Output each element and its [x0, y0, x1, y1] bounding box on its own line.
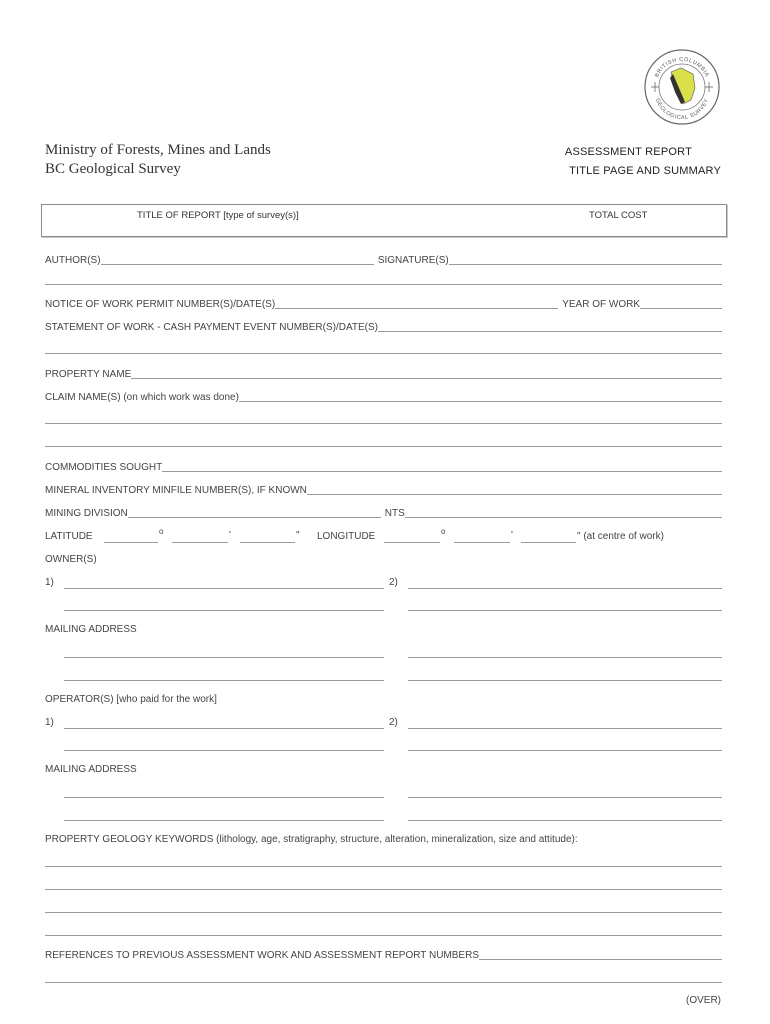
notice-of-work-field[interactable] — [275, 308, 558, 309]
claim-names-label: CLAIM NAME(S) (on which work was done) — [45, 392, 239, 403]
longitude-seconds-field[interactable] — [521, 542, 576, 543]
references-label: REFERENCES TO PREVIOUS ASSESSMENT WORK AND ASSESSMENT REPORT NUMBERS — [45, 950, 479, 961]
minfile-field[interactable] — [307, 494, 722, 495]
minfile-label: MINERAL INVENTORY MINFILE NUMBER(S), IF KNOWN — [45, 485, 307, 496]
property-name-field[interactable] — [131, 378, 722, 379]
latitude-second-mark: " — [296, 530, 300, 541]
claim-extra-line-1[interactable] — [45, 423, 722, 424]
commodities-row — [45, 460, 722, 474]
operator-1-address-line-1[interactable] — [64, 797, 384, 798]
references-extra-line[interactable] — [45, 982, 722, 983]
claim-names-row — [45, 390, 722, 404]
title-cost-box[interactable] — [41, 204, 727, 237]
statement-of-work-row — [45, 320, 722, 334]
geology-line-4[interactable] — [45, 935, 722, 936]
over-note: (OVER) — [686, 995, 721, 1006]
operator-1-line-2[interactable] — [64, 750, 384, 751]
owners-label: OWNER(S) — [45, 554, 97, 565]
statement-of-work-field[interactable] — [378, 331, 722, 332]
operator-1-field[interactable] — [64, 728, 384, 729]
operator-2-number: 2) — [389, 717, 398, 728]
authors-row — [45, 253, 722, 267]
owner-1-field[interactable] — [64, 588, 384, 589]
owner-2-number: 2) — [389, 577, 398, 588]
commodities-field[interactable] — [162, 471, 722, 472]
latitude-minute-mark: ' — [229, 530, 231, 541]
claim-names-field[interactable] — [239, 401, 722, 402]
report-heading — [565, 143, 721, 181]
longitude-minutes-field[interactable] — [454, 542, 510, 543]
nts-field[interactable] — [405, 517, 722, 518]
owner-1-address-line-2[interactable] — [64, 680, 384, 681]
authors-field[interactable] — [101, 264, 374, 265]
operator-2-address-line-2[interactable] — [408, 820, 722, 821]
owner-mailing-address-label: MAILING ADDRESS — [45, 624, 137, 635]
operators-label: OPERATOR(S) [who paid for the work] — [45, 694, 217, 705]
geology-line-3[interactable] — [45, 912, 722, 913]
total-cost-label: TOTAL COST — [589, 210, 648, 221]
owner-2-address-line-2[interactable] — [408, 680, 722, 681]
authors-extra-line[interactable] — [45, 284, 722, 285]
operator-1-number: 1) — [45, 717, 54, 728]
ministry-name: Ministry of Forests, Mines and Lands — [45, 142, 271, 158]
geology-keywords-label: PROPERTY GEOLOGY KEYWORDS (lithology, age, stratigraphy, structure, alteration, mineralization, size and attitude): — [45, 834, 578, 845]
mining-division-field[interactable] — [128, 517, 381, 518]
signatures-field[interactable] — [449, 264, 722, 265]
bc-geological-survey-seal — [643, 48, 721, 126]
owner-2-line-2[interactable] — [408, 610, 722, 611]
latitude-seconds-field[interactable] — [240, 542, 295, 543]
operator-2-line-2[interactable] — [408, 750, 722, 751]
notice-of-work-label: NOTICE OF WORK PERMIT NUMBER(S)/DATE(S) — [45, 299, 276, 310]
report-subtitle: TITLE PAGE AND SUMMARY — [569, 165, 721, 177]
statement-of-work-label: STATEMENT OF WORK - CASH PAYMENT EVENT NUMBER(S)/DATE(S) — [45, 322, 378, 333]
owner-1-address-line-1[interactable] — [64, 657, 384, 658]
operator-mailing-address-label: MAILING ADDRESS — [45, 764, 137, 775]
latitude-degrees-field[interactable] — [104, 542, 158, 543]
geology-line-1[interactable] — [45, 866, 722, 867]
longitude-label: LONGITUDE — [317, 531, 376, 542]
latitude-label: LATITUDE — [45, 531, 93, 542]
property-name-label: PROPERTY NAME — [45, 369, 132, 380]
authors-label: AUTHOR(S) — [45, 255, 101, 266]
svg-text:GEOLOGICAL SURVEY: GEOLOGICAL SURVEY — [653, 97, 711, 122]
minfile-row — [45, 483, 722, 497]
owner-2-field[interactable] — [408, 588, 722, 589]
ministry-heading — [45, 141, 271, 179]
centre-of-work-note: " (at centre of work) — [577, 531, 664, 542]
report-title: ASSESSMENT REPORT — [564, 146, 692, 158]
owner-1-number: 1) — [45, 577, 54, 588]
notice-of-work-row — [45, 297, 722, 311]
year-of-work-label: YEAR OF WORK — [562, 299, 640, 310]
references-row — [45, 948, 722, 962]
latitude-minutes-field[interactable] — [172, 542, 228, 543]
survey-name: BC Geological Survey — [45, 161, 181, 177]
operator-1-address-line-2[interactable] — [64, 820, 384, 821]
commodities-label: COMMODITIES SOUGHT — [45, 462, 163, 473]
signatures-label: SIGNATURE(S) — [377, 255, 449, 266]
longitude-degrees-field[interactable] — [384, 542, 440, 543]
operator-2-field[interactable] — [408, 728, 722, 729]
references-field[interactable] — [479, 959, 722, 960]
mining-division-row — [45, 506, 722, 520]
mining-division-label: MINING DIVISION — [45, 508, 128, 519]
geology-line-2[interactable] — [45, 889, 722, 890]
nts-label: NTS — [384, 508, 405, 519]
owner-2-address-line-1[interactable] — [408, 657, 722, 658]
claim-extra-line-2[interactable] — [45, 446, 722, 447]
longitude-minute-mark: ' — [511, 530, 513, 541]
svg-text:BRITISH COLUMBIA: BRITISH COLUMBIA — [654, 56, 710, 79]
owner-1-line-2[interactable] — [64, 610, 384, 611]
latitude-degree-mark: o — [159, 527, 164, 536]
longitude-degree-mark: o — [441, 527, 446, 536]
property-name-row — [45, 367, 722, 381]
report-title-label: TITLE OF REPORT [type of survey(s)] — [137, 210, 299, 221]
operator-2-address-line-1[interactable] — [408, 797, 722, 798]
year-of-work-field[interactable] — [640, 308, 722, 309]
statement-extra-line[interactable] — [45, 353, 722, 354]
